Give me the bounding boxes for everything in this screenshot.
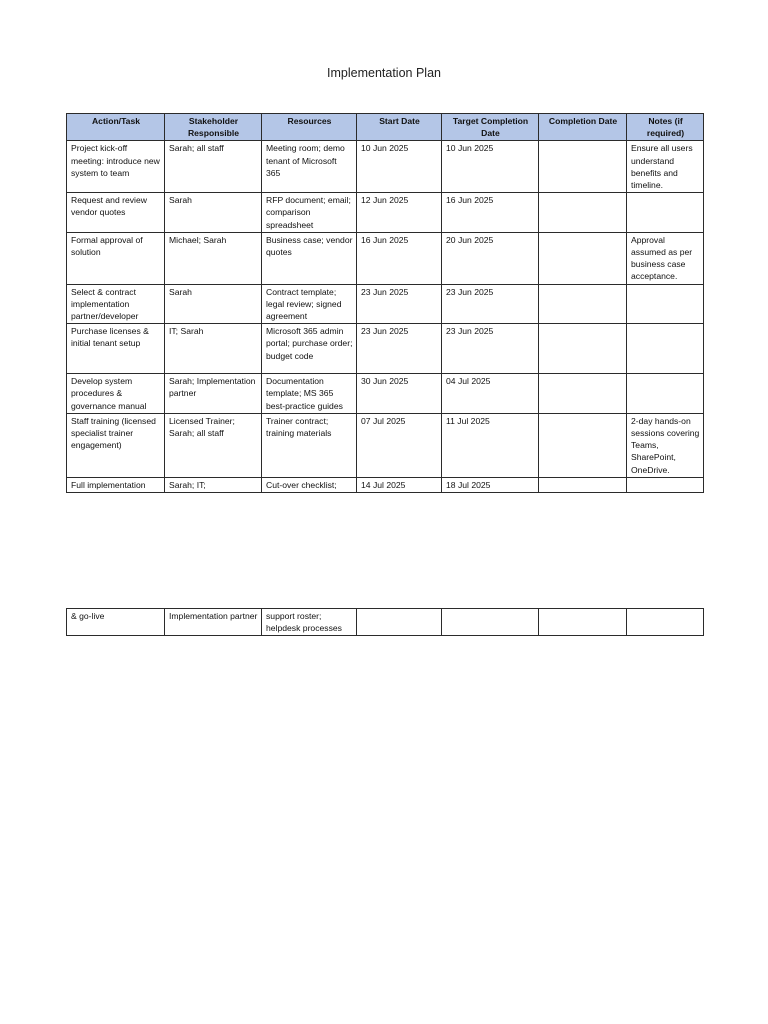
table-row bbox=[67, 232, 704, 284]
cell-notes bbox=[627, 193, 704, 233]
cell-stakeholder: IT; Sarah bbox=[165, 324, 262, 374]
cell-notes: Ensure all users understand benefits and timeline. bbox=[627, 141, 704, 193]
cell-start-date: 16 Jun 2025 bbox=[357, 232, 442, 284]
column-header-stakeholder: Stakeholder Responsible bbox=[165, 114, 262, 141]
cell-notes bbox=[627, 284, 704, 324]
cell-start-date: 23 Jun 2025 bbox=[357, 324, 442, 374]
cell-completion-date bbox=[539, 413, 627, 477]
document-title: Implementation Plan bbox=[327, 66, 441, 80]
cell-target-completion-date: 16 Jun 2025 bbox=[442, 193, 539, 233]
cell-action-task: Select & contract implementation partner/developer bbox=[67, 284, 165, 324]
table-row bbox=[67, 284, 704, 324]
cell-action-task: Develop system procedures & governance manual bbox=[67, 374, 165, 414]
cell-notes bbox=[627, 609, 704, 636]
column-header-target-completion-date: Target Completion Date bbox=[442, 114, 539, 141]
cell-action-task: Purchase licenses & initial tenant setup bbox=[67, 324, 165, 374]
cell-resources: Cut-over checklist; bbox=[262, 477, 357, 492]
cell-stakeholder: Sarah; IT; bbox=[165, 477, 262, 492]
cell-resources: Contract template; legal review; signed agreement bbox=[262, 284, 357, 324]
cell-start-date bbox=[357, 609, 442, 636]
cell-completion-date bbox=[539, 141, 627, 193]
table-row-continued bbox=[67, 609, 704, 636]
column-header-notes: Notes (if required) bbox=[627, 114, 704, 141]
cell-completion-date bbox=[539, 232, 627, 284]
cell-notes: Approval assumed as per business case acceptance. bbox=[627, 232, 704, 284]
table-row bbox=[67, 141, 704, 193]
cell-start-date: 23 Jun 2025 bbox=[357, 284, 442, 324]
cell-completion-date bbox=[539, 609, 627, 636]
cell-action-task: & go-live bbox=[67, 609, 165, 636]
cell-action-task: Project kick-off meeting: introduce new system to team bbox=[67, 141, 165, 193]
cell-stakeholder: Sarah bbox=[165, 193, 262, 233]
cell-resources: Business case; vendor quotes bbox=[262, 232, 357, 284]
table-row bbox=[67, 324, 704, 374]
column-header-completion-date: Completion Date bbox=[539, 114, 627, 141]
cell-completion-date bbox=[539, 193, 627, 233]
cell-stakeholder: Michael; Sarah bbox=[165, 232, 262, 284]
cell-target-completion-date: 23 Jun 2025 bbox=[442, 284, 539, 324]
implementation-plan-table bbox=[66, 113, 704, 493]
cell-start-date: 07 Jul 2025 bbox=[357, 413, 442, 477]
cell-notes: 2-day hands-on sessions covering Teams, SharePoint, OneDrive. bbox=[627, 413, 704, 477]
cell-action-task: Staff training (licensed specialist trainer engagement) bbox=[67, 413, 165, 477]
cell-completion-date bbox=[539, 284, 627, 324]
cell-notes bbox=[627, 374, 704, 414]
cell-resources: Trainer contract; training materials bbox=[262, 413, 357, 477]
cell-stakeholder: Sarah; Implementation partner bbox=[165, 374, 262, 414]
cell-stakeholder: Sarah bbox=[165, 284, 262, 324]
table-row bbox=[67, 193, 704, 233]
cell-action-task: Formal approval of solution bbox=[67, 232, 165, 284]
cell-target-completion-date: 18 Jul 2025 bbox=[442, 477, 539, 492]
table-header-row bbox=[67, 114, 704, 141]
table-row bbox=[67, 413, 704, 477]
cell-target-completion-date: 11 Jul 2025 bbox=[442, 413, 539, 477]
cell-target-completion-date: 23 Jun 2025 bbox=[442, 324, 539, 374]
cell-start-date: 14 Jul 2025 bbox=[357, 477, 442, 492]
cell-notes bbox=[627, 477, 704, 492]
cell-resources: Meeting room; demo tenant of Microsoft 365 bbox=[262, 141, 357, 193]
column-header-resources: Resources bbox=[262, 114, 357, 141]
cell-action-task: Request and review vendor quotes bbox=[67, 193, 165, 233]
cell-stakeholder: Sarah; all staff bbox=[165, 141, 262, 193]
cell-resources: support roster; helpdesk processes bbox=[262, 609, 357, 636]
cell-start-date: 10 Jun 2025 bbox=[357, 141, 442, 193]
cell-completion-date bbox=[539, 477, 627, 492]
cell-completion-date bbox=[539, 374, 627, 414]
cell-start-date: 30 Jun 2025 bbox=[357, 374, 442, 414]
column-header-start-date: Start Date bbox=[357, 114, 442, 141]
table-row bbox=[67, 374, 704, 414]
implementation-plan-table-continued bbox=[66, 608, 704, 636]
table-row bbox=[67, 477, 704, 492]
cell-action-task: Full implementation bbox=[67, 477, 165, 492]
column-header-action-task: Action/Task bbox=[67, 114, 165, 141]
cell-resources: Microsoft 365 admin portal; purchase order; budget code bbox=[262, 324, 357, 374]
cell-notes bbox=[627, 324, 704, 374]
cell-target-completion-date: 10 Jun 2025 bbox=[442, 141, 539, 193]
cell-start-date: 12 Jun 2025 bbox=[357, 193, 442, 233]
cell-target-completion-date: 20 Jun 2025 bbox=[442, 232, 539, 284]
cell-resources: RFP document; email; comparison spreadsheet bbox=[262, 193, 357, 233]
cell-target-completion-date bbox=[442, 609, 539, 636]
cell-target-completion-date: 04 Jul 2025 bbox=[442, 374, 539, 414]
cell-completion-date bbox=[539, 324, 627, 374]
cell-stakeholder: Licensed Trainer; Sarah; all staff bbox=[165, 413, 262, 477]
cell-resources: Documentation template; MS 365 best-practice guides bbox=[262, 374, 357, 414]
cell-stakeholder: Implementation partner bbox=[165, 609, 262, 636]
